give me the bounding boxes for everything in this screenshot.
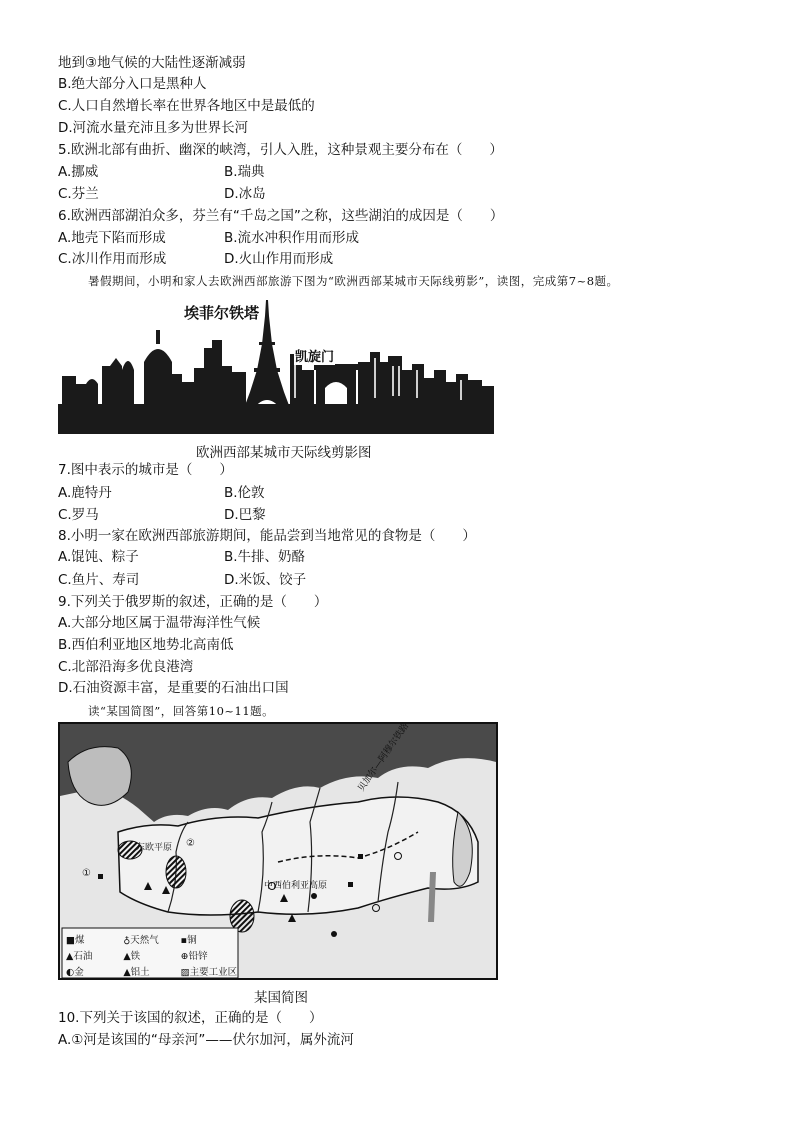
option-a: A.馄饨、粽子 [58,549,139,565]
legend-label: 铁 [130,951,141,962]
legend-label: 铝土 [130,967,150,978]
question-6: 6.欧洲西部湖泊众多，芬兰有“千岛之国”之称，这些湖泊的成因是（ ） [58,208,504,224]
option-c: C.鱼片、寿司 [58,572,140,588]
plateau-label: 中西伯利亚高原 [264,881,328,891]
legend-item [181,964,238,978]
legend-symbol-icon: ♁ [123,935,131,946]
option-d: D.火山作用而形成 [224,251,334,267]
legend-symbol-icon: ■ [66,935,75,946]
option-c: C.人口自然增长率在世界各地区中是最低的 [58,98,315,114]
legend-label: 金 [74,967,84,978]
railway-label: 贝加尔—阿穆尔铁路 [356,721,412,794]
intro-7-8: 暑假期间，小明和家人去欧洲西部旅游下图为“欧洲西部某城市天际线剪影”，读图，完成第7~8题。 [88,274,619,288]
question-10: 10.下列关于该国的叙述，正确的是（ ） [58,1010,323,1026]
option-d: D.冰岛 [224,186,266,202]
option-b: B.伦敦 [224,485,265,501]
option-a: A.大部分地区属于温带海洋性气候 [58,615,261,631]
legend-symbol-icon: ▪ [180,935,188,946]
skyline-caption: 欧洲西部某城市天际线剪影图 [196,445,372,461]
intro-10-11: 读“某国简图”，回答第10~11题。 [88,704,275,718]
label-2: ② [186,838,195,849]
legend-symbol-icon: ▨ [180,967,190,978]
skyline-figure [58,296,498,436]
option-d: D.巴黎 [224,507,266,523]
option-d: D.石油资源丰富，是重要的石油出口国 [58,680,289,696]
skyline-silhouette [58,296,498,436]
plain-label: 东欧平原 [136,843,173,853]
legend-item [181,932,238,946]
option-b: B.牛排、奶酪 [224,549,306,565]
option-a: A.鹿特丹 [58,485,112,501]
legend-symbol-icon: ◐ [66,967,75,978]
eiffel-tower-label: 埃菲尔铁塔 [184,304,260,322]
question-7: 7.图中表示的城市是（ ） [58,462,233,478]
legend-symbol-icon: ⊕ [180,951,189,962]
legend-item [181,948,238,962]
option-c: C.罗马 [58,507,99,523]
map-caption: 某国简图 [254,990,308,1006]
legend-label: 石油 [73,951,93,962]
option-a: A.①河是该国的“母亲河”——伏尔加河，属外流河 [58,1032,354,1048]
question-5: 5.欧洲北部有曲折、幽深的峡湾，引人入胜，这种景观主要分布在（ ） [58,142,503,158]
text-line: 地到③地气候的大陆性逐渐减弱 [58,55,246,71]
option-d: D.米饭、饺子 [224,572,307,588]
river-1-label: ① [82,868,91,879]
legend-item [66,964,123,978]
option-b: B.西伯利亚地区地势北高南低 [58,637,234,653]
legend-symbol-icon: ▲ [66,951,74,962]
option-c: C.冰川作用而形成 [58,251,167,267]
option-b: B.流水冲积作用而形成 [224,230,360,246]
option-b: B.绝大部分入口是黑种人 [58,76,207,92]
question-9: 9.下列关于俄罗斯的叙述，正确的是（ ） [58,594,328,610]
legend-item [66,932,123,946]
legend-label: 铅锌 [188,951,208,962]
legend-label: 铜 [187,935,197,946]
legend-symbol-icon: ▲ [123,967,131,978]
legend-label: 天然气 [130,935,159,946]
option-a: A.地壳下陷而形成 [58,230,166,246]
legend-item [66,948,123,962]
option-c: C.芬兰 [58,186,99,202]
legend-symbol-icon: ▲ [123,951,131,962]
map-legend [66,932,238,978]
legend-item [123,932,180,946]
country-map [58,722,498,980]
legend-label: 煤 [74,935,85,946]
option-a: A.挪威 [58,164,99,180]
option-b: B.瑞典 [224,164,265,180]
legend-label: 主要工业区 [189,967,238,978]
legend-item [123,964,180,978]
question-8: 8.小明一家在欧洲西部旅游期间，能品尝到当地常见的食物是（ ） [58,528,476,544]
option-d: D.河流水量充沛且多为世界长河 [58,120,249,136]
option-c: C.北部沿海多优良港湾 [58,659,194,675]
arc-label: 凯旋门 [294,346,335,365]
legend-item [123,948,180,962]
